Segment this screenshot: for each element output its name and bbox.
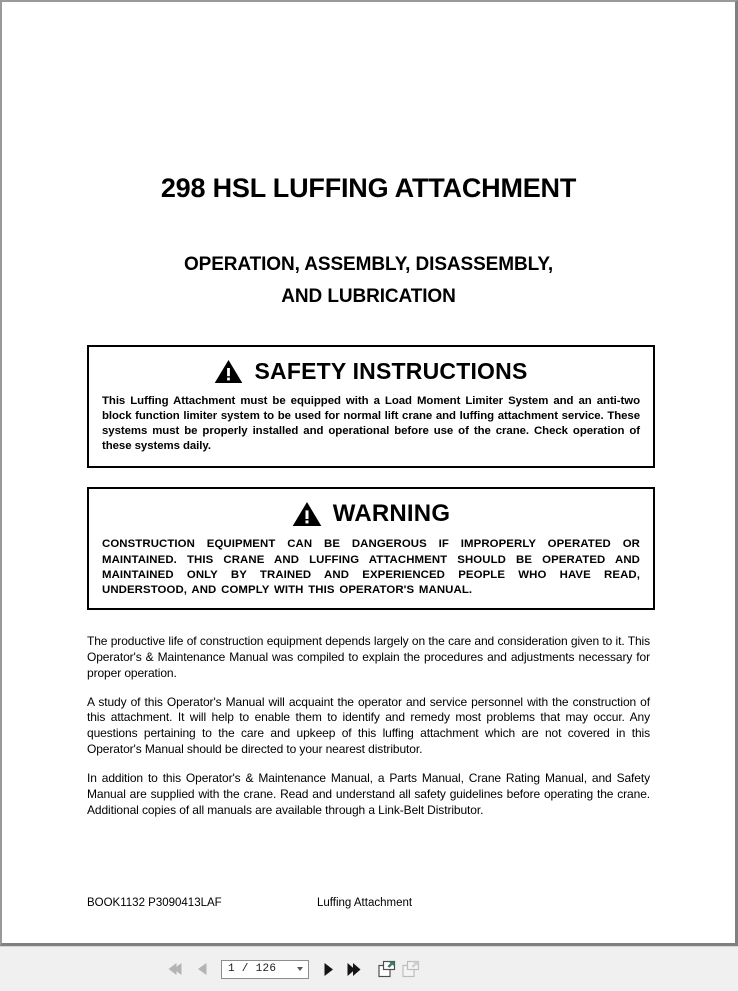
warning-box [87, 487, 655, 609]
previous-view-button[interactable] [375, 957, 399, 981]
safety-instructions-heading: SAFETY INSTRUCTIONS [254, 358, 528, 385]
first-page-button[interactable] [163, 956, 189, 982]
warning-body: CONSTRUCTION EQUIPMENT CAN BE DANGEROUS IF IMPROPERLY OPERATED OR MAINTAINED. THIS CRANE AND LUFFING ATTACHMENT SHOULD BE OPERATED AND MAINTAINED ONLY BY TRAINED AND EXPERIENCED PEOPLE WHO HAVE READ, UNDERSTOOD, AND COMPLY WITH THIS OPERATOR'S MANUAL. [102, 538, 640, 596]
chevron-down-icon [297, 967, 303, 971]
pdf-navigation-toolbar [0, 946, 738, 991]
last-page-button[interactable] [341, 956, 367, 982]
previous-page-button[interactable] [189, 956, 215, 982]
safety-instructions-box [87, 345, 655, 468]
page-footer [87, 897, 650, 909]
next-view-button[interactable] [399, 957, 423, 981]
safety-instructions-body: This Luffing Attachment must be equipped with a Load Moment Limiter System and an anti-two block function limiter system to be used for normal lift crane and luffing attachment service. These systems must be properly installed and operational before use of the crane. Check operation of these systems daily. [102, 395, 640, 453]
footer-book-code: BOOK1132 P3090413LAF [87, 897, 222, 909]
body-paragraph: In addition to this Operator's & Maintenance Manual, a Parts Manual, Crane Rating Manual, and Safety Manual are supplied with the crane. Read and understand all safety guidelines before operating the crane. Additional copies of all manuals are available through a Link-Belt Distributor. [87, 771, 650, 818]
page-subtitle-line-1: OPERATION, ASSEMBLY, DISASSEMBLY, [183, 253, 554, 275]
warning-triangle-icon [292, 501, 322, 527]
warning-header [89, 496, 653, 537]
body-paragraph: The productive life of construction equipment depends largely on the care and consideration given to it. This Operator's & Maintenance Manual was compiled to explain the procedures and adjustments necessary for proper operation. [87, 633, 650, 680]
document-body [87, 634, 650, 820]
warning-triangle-icon [214, 359, 243, 384]
page-number-value: 1 / 126 [228, 963, 277, 975]
next-page-button[interactable] [315, 956, 341, 982]
page-number-select[interactable] [221, 960, 309, 979]
page-title: 298 HSL LUFFING ATTACHMENT [160, 173, 577, 203]
safety-instructions-header [89, 354, 653, 394]
footer-center-label: Luffing Attachment [317, 897, 413, 909]
page-subtitle [87, 204, 650, 314]
warning-heading: WARNING [332, 500, 451, 528]
page-subtitle-line-2: AND LUBRICATION [281, 285, 456, 307]
body-paragraph: A study of this Operator's Manual will acquaint the operator and service personnel with the construction of this attachment. It will help to enable them to identify and remedy most problems that may occur. Any questions pertaining to the care and upkeep of this luffing attachment which are not covered in this Operator's Manual should be directed to your nearest distributor. [87, 694, 650, 757]
document-page [2, 2, 735, 943]
